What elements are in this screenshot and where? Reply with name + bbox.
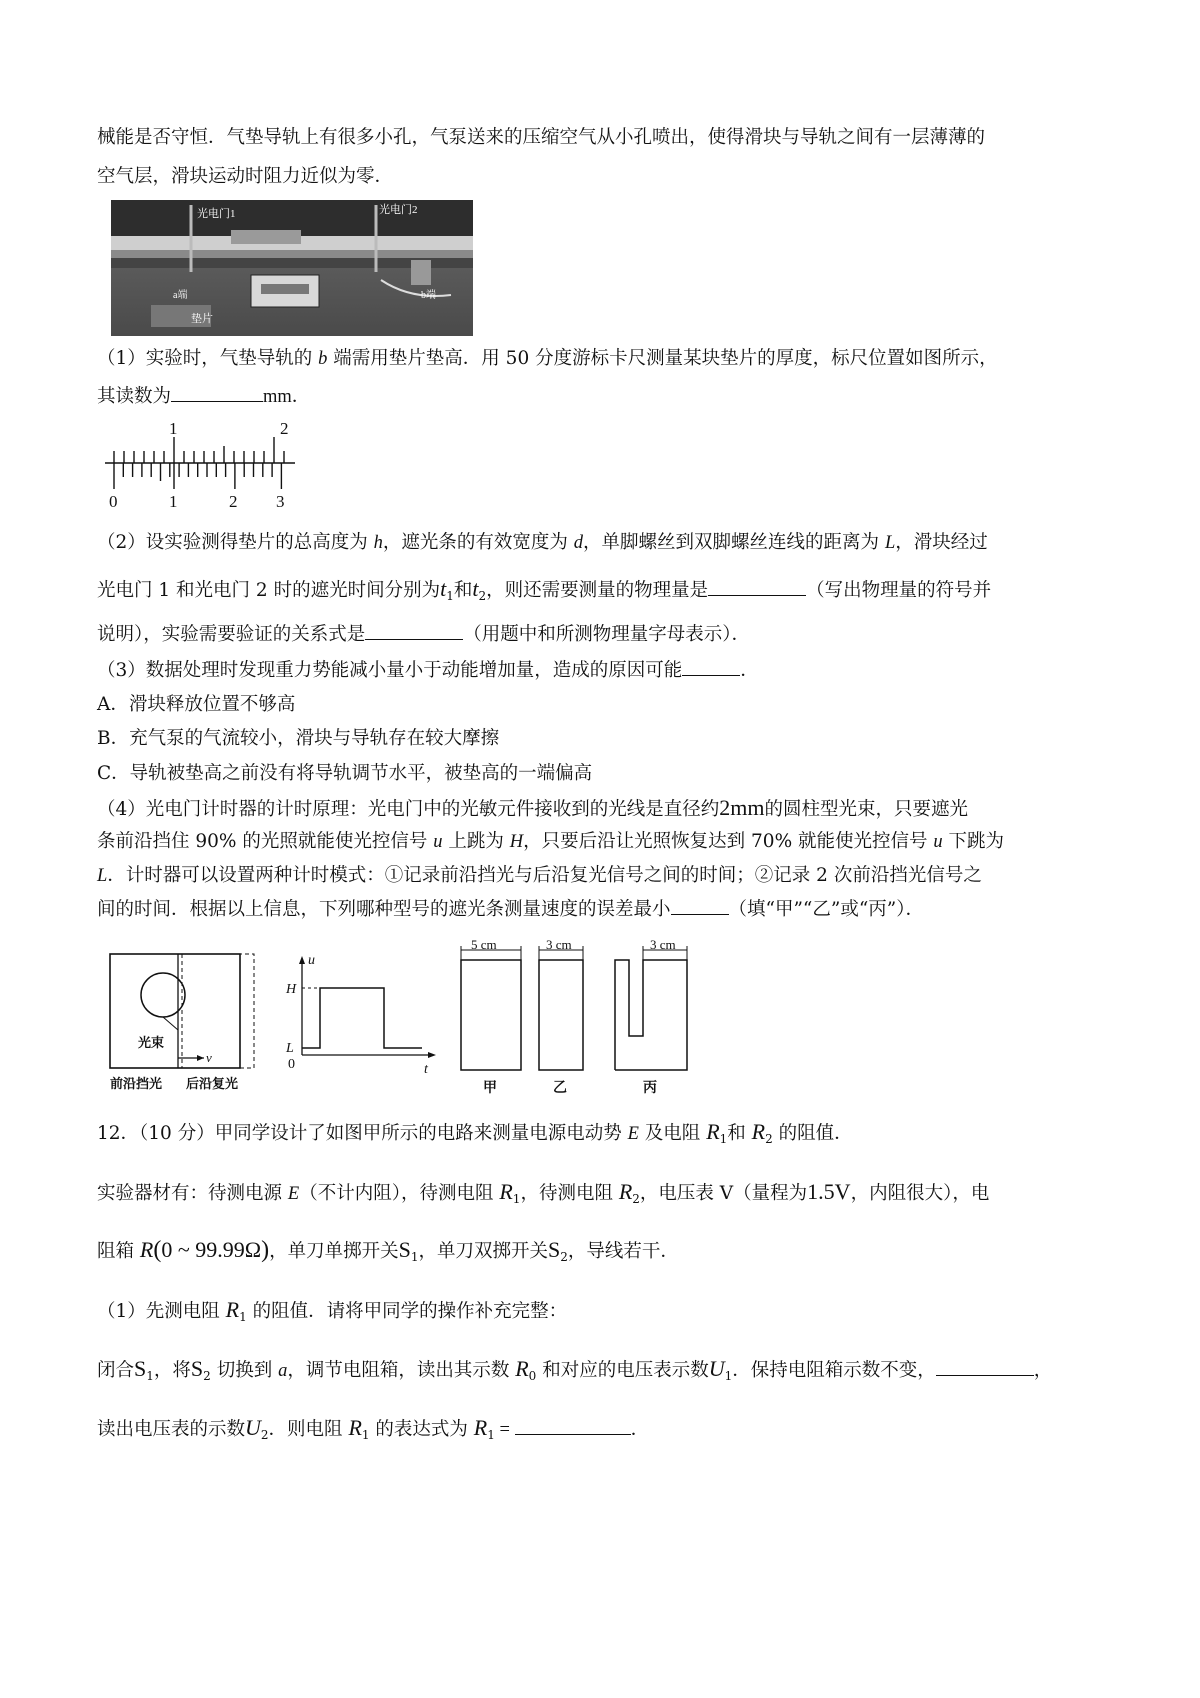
q4-line-1: （4）光电门计时器的计时原理：光电门中的光敏元件接收到的光线是直径约2mm的圆柱型光束，只要遮光	[97, 795, 969, 820]
q4-line-4: 间的时间．根据以上信息，下列哪种型号的遮光条测量速度的误差最小 （填“甲”“乙”或“丙”）．	[97, 899, 925, 920]
photo-label-pad: 垫片	[191, 313, 213, 325]
answer-blank-q2-relation[interactable]	[365, 623, 463, 640]
beam-label: 光束	[138, 1035, 165, 1050]
q4-line-3: L．计时器可以设置两种计时模式：①记录前沿挡光与后沿复光信号之间的时间；②记录 2 次前沿挡光信号之	[97, 865, 982, 886]
level-H-label: H	[286, 982, 297, 997]
width-label-jia: 5 cm	[471, 938, 497, 952]
width-label-yi: 3 cm	[546, 938, 572, 952]
vernier-caliper-figure	[100, 415, 300, 515]
q12-line-1: 12．（10 分）甲同学设计了如图甲所示的电路来测量电源电动势 E 及电阻 $R_1$和 $R_2$ 的阻值．	[97, 1119, 853, 1146]
answer-blank-q1[interactable]	[171, 385, 263, 402]
air-track-photo	[111, 200, 473, 336]
name-label-bing: 丙	[643, 1081, 657, 1096]
shutter-types-figure	[455, 938, 705, 1098]
photo-label-gate2: 光电门2	[379, 204, 418, 216]
main-scale-label-2: 2	[280, 419, 289, 438]
q2-line-3: 说明），实验需要验证的关系式是 （用题中和所测物理量字母表示）．	[97, 624, 751, 645]
q12-part1: （1）先测电阻 $R_1$ 的阻值．请将甲同学的操作补充完整：	[97, 1297, 568, 1324]
vernier-label-3: 3	[276, 492, 285, 511]
intro-line-1: 械能是否守恒．气垫导轨上有很多小孔，气泵送来的压缩空气从小孔喷出，使得滑块与导轨之间有一层薄薄的	[97, 127, 986, 148]
q1-line-1: （1）实验时，气垫导轨的 b 端需用垫片垫高．用 50 分度游标卡尺测量某块垫片的厚度，标尺位置如图所示，	[97, 348, 998, 369]
vernier-label-0: 0	[109, 492, 118, 511]
photo-label-gate1: 光电门1	[197, 208, 236, 220]
velocity-label: v	[206, 1050, 212, 1065]
axis-u-label: u	[308, 953, 315, 968]
answer-blank-q12-expression[interactable]	[515, 1418, 631, 1435]
axis-t-label: t	[424, 1062, 428, 1075]
answer-blank-q12-step[interactable]	[936, 1359, 1034, 1376]
light-beam-figure	[108, 950, 260, 1095]
lead-edge-label: 前沿挡光	[110, 1076, 163, 1091]
q2-line-2: 光电门 1 和光电门 2 时的遮光时间分别为$t_1$和$t_2$，则还需要测量的物理量是 （写出物理量的符号并	[97, 576, 992, 603]
trail-edge-label: 后沿复光	[186, 1076, 239, 1091]
q12-line-2: 实验器材有：待测电源 E（不计内阻），待测电阻 $R_1$，待测电阻 $R_2$，电压表 V（量程为1.5V，内阻很大），电	[97, 1179, 990, 1206]
signal-graph-figure	[272, 950, 442, 1075]
q2-line-1: （2）设实验测得垫片的总高度为 h，遮光条的有效宽度为 d，单脚螺丝到双脚螺丝连线的距离为 L，滑块经过	[97, 532, 988, 553]
vernier-label-1: 1	[169, 492, 178, 511]
origin-label: 0	[288, 1057, 295, 1072]
q3-option-a: A．滑块释放位置不够高	[97, 694, 296, 715]
q3-option-c: C．导轨被垫高之前没有将导轨调节水平，被垫高的一端偏高	[97, 763, 593, 784]
q1-line-2: 其读数为 mm．	[97, 386, 311, 407]
answer-blank-q3[interactable]	[682, 659, 740, 676]
q12-last: 读出电压表的示数$U_2$．则电阻 $R_1$ 的表达式为 $R_1$ = ．	[97, 1415, 650, 1442]
q12-operation: 闭合$S_1$，将$S_2$ 切换到 a，调节电阻箱，读出其示数 $R_0$ 和对应的电压表示数$U_1$．保持电阻箱示数不变， ，	[97, 1356, 1053, 1383]
main-scale-label-1: 1	[169, 419, 178, 438]
answer-blank-q2-quantity[interactable]	[708, 579, 806, 596]
width-label-bing: 3 cm	[650, 938, 676, 952]
q12-line-3: 阻箱 R(0 ~ 99.99Ω)，单刀单掷开关$S_1$，单刀双掷开关$S_2$，导线若干．	[97, 1237, 679, 1264]
answer-blank-q4[interactable]	[671, 898, 729, 915]
intro-line-2: 空气层，滑块运动时阻力近似为零．	[97, 166, 394, 187]
name-label-yi: 乙	[553, 1081, 567, 1096]
q3-stem: （3）数据处理时发现重力势能减小量小于动能增加量，造成的原因可能 ．	[97, 660, 759, 681]
level-L-label: L	[286, 1041, 294, 1056]
photo-label-b-end: b端	[421, 290, 436, 301]
q3-option-b: B．充气泵的气流较小，滑块与导轨存在较大摩擦	[97, 728, 500, 749]
name-label-jia: 甲	[483, 1081, 497, 1096]
photo-label-a-end: a端	[173, 290, 188, 301]
vernier-label-2: 2	[229, 492, 238, 511]
q4-line-2: 条前沿挡住 90% 的光照就能使光控信号 u 上跳为 H，只要后沿让光照恢复达到 70% 就能使光控信号 u 下跳为	[97, 831, 1005, 852]
